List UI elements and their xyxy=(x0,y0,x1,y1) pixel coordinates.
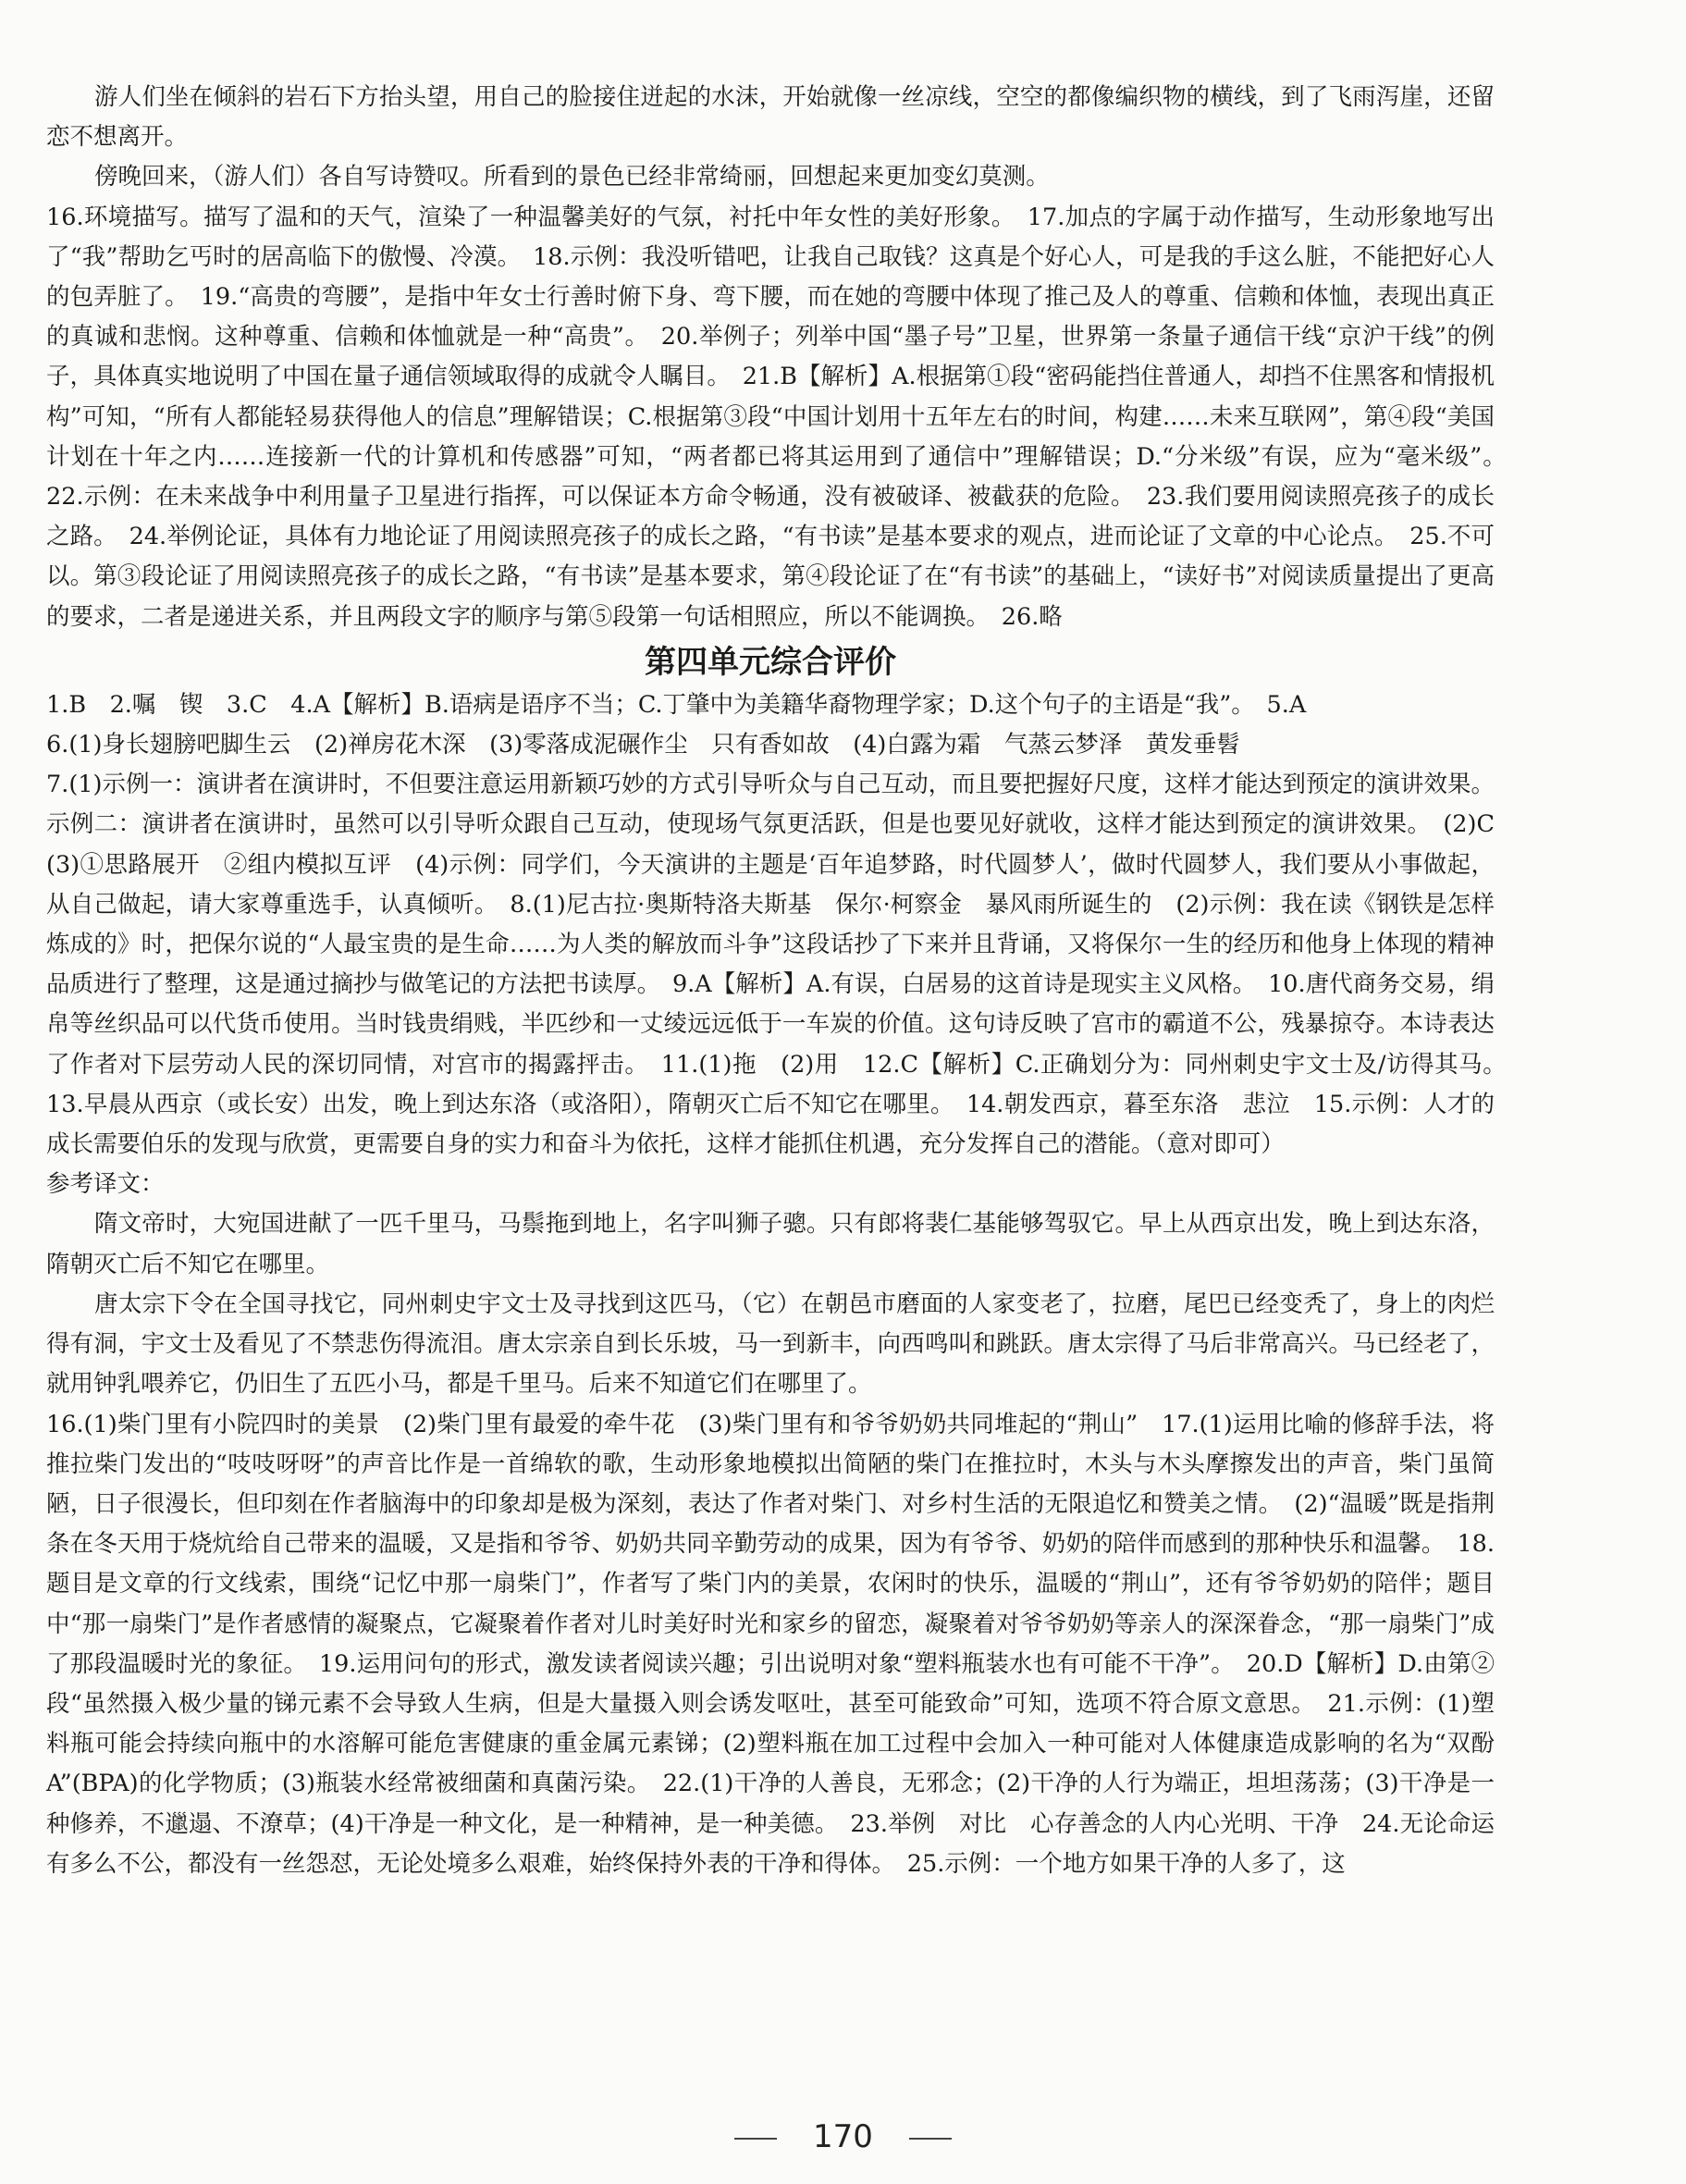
footer-dash-left xyxy=(734,2138,777,2140)
footer-dash-right xyxy=(909,2138,952,2140)
answers-unit4-part-b: 6.(1)身长翅膀吧脚生云 (2)禅房花木深 (3)零落成泥碾作尘 只有香如故 (4)白露为霜 气蒸云梦泽 黄发垂髫 xyxy=(46,731,1240,759)
translation-label: 参考译文： xyxy=(46,1170,165,1199)
page-number: 170 xyxy=(813,2118,873,2155)
page-content xyxy=(46,78,1519,1884)
section-title: 第四单元综合评价 xyxy=(645,643,896,681)
answers-unit4-part-a: 1.B 2.嘱 锲 3.C 4.A【解析】B.语病是语序不当；C.丁肇中为美籍华裔物理学家；D.这个句子的主语是“我”。 5.A xyxy=(46,690,1307,719)
translation-paragraph-2: 唐太宗下令在全国寻找它，同州刺史宇文士及寻找到这匹马，（它）在朝邑市磨面的人家变老了，拉磨，尾巴已经变秃了，身上的肉烂得有洞，宇文士及看见了不禁悲伤得流泪。唐太宗亲自到长乐坡，马一到新丰，向西鸣叫和跳跃。唐太宗得了马后非常高兴。马已经老了，就用钟乳喂养它，仍旧生了五匹小马，都是千里马。后来不知道它们在哪里了。 xyxy=(46,1289,1495,1399)
page-footer xyxy=(0,2118,1686,2155)
paragraph-translation-1: 游人们坐在倾斜的岩石下方抬头望，用自己的脸接住迸起的水沫，开始就像一丝凉线，空空的都像编织物的横线，到了飞雨泻崖，还留恋不想离开。 xyxy=(46,83,1495,152)
paragraph-translation-2: 傍晚回来，（游人们）各自写诗赞叹。所看到的景色已经非常绮丽，回想起来更加变幻莫测。 xyxy=(94,163,1050,191)
translation-paragraph-1: 隋文帝时，大宛国进献了一匹千里马，马鬃拖到地上，名字叫狮子骢。只有郎将裴仁基能够驾驭它。早上从西京出发，晚上到达东洛，隋朝灭亡后不知它在哪里。 xyxy=(46,1210,1495,1278)
answers-unit3: 16.环境描写。描写了温和的天气，渲染了一种温馨美好的气氛，衬托中年女性的美好形象。 17.加点的字属于动作描写，生动形象地写出了“我”帮助乞丐时的居高临下的傲慢、冷漠。 18.示例：我没听错吧，让我自己取钱？这真是个好心人，可是我的手这么脏，不能把好心人的包弄脏了。 19.“高贵的弯腰”，是指中年女士行善时俯下身、弯下腰，而在她的弯腰中体现了推己及人的尊重、信赖和体恤，表现出真正的真诚和悲悯。这种尊重、信赖和体恤就是一种“高贵”。 20.举例子；列举中国“墨子号”卫星，世界第一条量子通信干线“京沪干线”的例子，具体真实地说明了中国在量子通信领域取得的成就令人瞩目。 21.B【解析】A.根据第①段“密码能挡住普通人，却挡不住黑客和情报机构”可知，“所有人都能轻易获得他人的信息”理解错误；C.根据第③段“中国计划用十五年左右的时间，构建……未来互联网”，第④段“美国计划在十年之内……连接新一代的计算机和传感器”可知，“两者都已将其运用到了通信中”理解错误；D.“分米级”有误，应为“毫米级”。 22.示例：在未来战争中利用量子卫星进行指挥，可以保证本方命令畅通，没有被破译、被截获的危险。 23.我们要用阅读照亮孩子的成长之路。 24.举例论证，具体有力地论证了用阅读照亮孩子的成长之路，“有书读”是基本要求的观点，进而论证了文章的中心论点。 25.不可以。第③段论证了用阅读照亮孩子的成长之路，“有书读”是基本要求，第④段论证了在“有书读”的基础上，“读好书”对阅读质量提出了更高的要求，二者是递进关系，并且两段文字的顺序与第⑤段第一句话相照应，所以不能调换。 26.略 xyxy=(46,203,1519,631)
answers-unit4-part-c: 7.(1)示例一：演讲者在演讲时，不但要注意运用新颖巧妙的方式引导听众与自己互动，而且要把握好尺度，这样才能达到预定的演讲效果。示例二：演讲者在演讲时，虽然可以引导听众跟自己互动，使现场气氛更活跃，但是也要见好就收，这样才能达到预定的演讲效果。 (2)C (3)①思路展开 ②组内模拟互评 (4)示例：同学们，今天演讲的主题是‘百年追梦路，时代圆梦人’，做时代圆梦人，我们要从小事做起，从自己做起，请大家尊重选手，认真倾听。 8.(1)尼古拉·奥斯特洛夫斯基 保尔·柯察金 暴风雨所诞生的 (2)示例：我在读《钢铁是怎样炼成的》时，把保尔说的“人最宝贵的是生命……为人类的解放而斗争”这段话抄了下来并且背诵，又将保尔一生的经历和他身上体现的精神品质进行了整理，这是通过摘抄与做笔记的方法把书读厚。 9.A【解析】A.有误，白居易的这首诗是现实主义风格。 10.唐代商务交易，绢帛等丝织品可以代货币使用。当时钱贵绢贱，半匹纱和一丈绫远远低于一车炭的价值。这句诗反映了宫市的霸道不公，残暴掠夺。本诗表达了作者对下层劳动人民的深切同情，对宫市的揭露抨击。 11.(1)拖 (2)用 12.C【解析】C.正确划分为：同州刺史宇文士及/访得其马。 13.早晨从西京（或长安）出发，晚上到达东洛（或洛阳），隋朝灭亡后不知它在哪里。 14.朝发西京，暮至东洛 悲泣 15.示例：人才的成长需要伯乐的发现与欣赏，更需要自身的实力和奋斗为依托，这样才能抓住机遇，充分发挥自己的潜能。（意对即可） xyxy=(46,771,1519,1159)
answers-unit4-part-d: 16.(1)柴门里有小院四时的美景 (2)柴门里有最爱的牵牛花 (3)柴门里有和爷爷奶奶共同堆起的“荆山” 17.(1)运用比喻的修辞手法，将推拉柴门发出的“吱吱呀呀”的声音比作是一首绵软的歌，生动形象地模拟出简陋的柴门在推拉时，木头与木头摩擦发出的声音，柴门虽简陋，日子很漫长，但印刻在作者脑海中的印象却是极为深刻，表达了作者对柴门、对乡村生活的无限追忆和赞美之情。 (2)“温暖”既是指荆条在冬天用于烧炕给自己带来的温暖，又是指和爷爷、奶奶共同辛勤劳动的成果，因为有爷爷、奶奶的陪伴而感到的那种快乐和温馨。 18.题目是文章的行文线索，围绕“记忆中那一扇柴门”，作者写了柴门内的美景，农闲时的快乐，温暖的“荆山”，还有爷爷奶奶的陪伴；题目中“那一扇柴门”是作者感情的凝聚点，它凝聚着作者对儿时美好时光和家乡的留恋，凝聚着对爷爷奶奶等亲人的深深眷念，“那一扇柴门”成了那段温暖时光的象征。 19.运用问句的形式，激发读者阅读兴趣；引出说明对象“塑料瓶装水也有可能不干净”。 20.D【解析】D.由第②段“虽然摄入极少量的锑元素不会导致人生病，但是大量摄入则会诱发呕吐，甚至可能致命”可知，选项不符合原文意思。 21.示例：(1)塑料瓶可能会持续向瓶中的水溶解可能危害健康的重金属元素锑；(2)塑料瓶在加工过程中会加入一种可能对人体健康造成影响的名为“双酚A”(BPA)的化学物质；(3)瓶装水经常被细菌和真菌污染。 22.(1)干净的人善良，无邪念；(2)干净的人行为端正，坦坦荡荡；(3)干净是一种修养，不邋遢、不潦草；(4)干净是一种文化，是一种精神，是一种美德。 23.举例 对比 心存善念的人内心光明、干净 24.无论命运有多么不公，都没有一丝怨怼，无论处境多么艰难，始终保持外表的干净和得体。 25.示例：一个地方如果干净的人多了，这 xyxy=(46,1410,1495,1878)
